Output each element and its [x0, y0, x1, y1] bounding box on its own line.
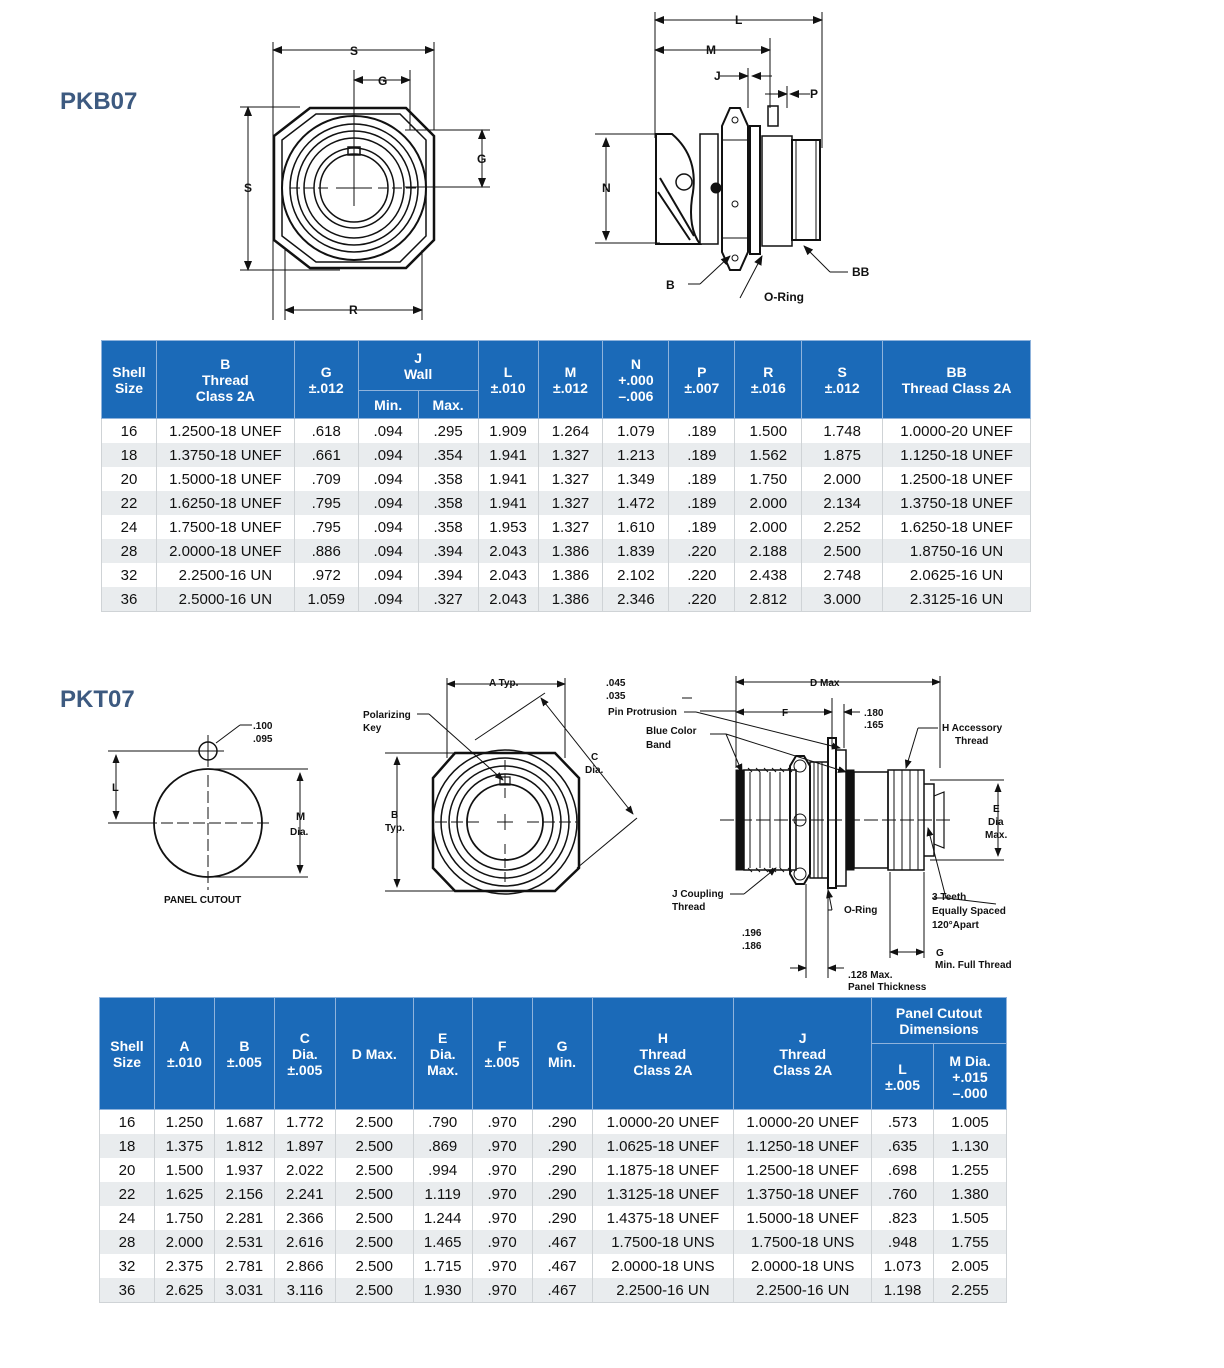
pkt07-label-c-dia: Dia. — [585, 765, 604, 776]
table-cell: 2.812 — [735, 587, 802, 612]
pkt07-header-panel-m: M Dia. +.015 –.000 — [934, 1044, 1007, 1110]
pkt07-label-120-apart: 120°Apart — [932, 920, 979, 931]
table-cell: 2.0000-18 UNS — [734, 1254, 872, 1278]
table-cell: 1.465 — [413, 1230, 472, 1254]
pkt07-label-e-max: Max. — [985, 830, 1008, 841]
table-cell: .094 — [358, 443, 418, 467]
table-cell: 2.500 — [335, 1134, 413, 1158]
pkb07-header-bb: BB Thread Class 2A — [883, 341, 1031, 419]
pkt07-label-g-min: Min. Full Thread — [935, 960, 1012, 971]
table-cell: .970 — [472, 1278, 532, 1303]
table-cell: .290 — [532, 1206, 592, 1230]
table-cell: 1.687 — [214, 1110, 274, 1135]
table-cell: .467 — [532, 1278, 592, 1303]
table-cell: .970 — [472, 1230, 532, 1254]
table-cell: 1.327 — [538, 443, 603, 467]
table-row — [100, 1110, 1007, 1135]
pkt07-label-polarizing: Polarizing — [363, 710, 411, 721]
pkt07-header-panel-cutout: Panel Cutout Dimensions — [872, 998, 1007, 1044]
table-cell: 2.438 — [735, 563, 802, 587]
table-cell: 1.875 — [802, 443, 883, 467]
pkb07-header-s: S ±.012 — [802, 341, 883, 419]
table-cell: .290 — [532, 1182, 592, 1206]
table-cell: 1.2500-18 UNEF — [156, 419, 294, 444]
table-cell: 2.156 — [214, 1182, 274, 1206]
table-cell: 2.043 — [478, 563, 538, 587]
table-row — [100, 1278, 1007, 1303]
table-cell: .823 — [872, 1206, 934, 1230]
pkt07-label-e: E — [993, 804, 1000, 815]
pkt07-label-h-thread: Thread — [955, 736, 989, 747]
table-cell: 1.380 — [934, 1182, 1007, 1206]
table-cell: 2.366 — [274, 1206, 335, 1230]
table-cell: 1.079 — [603, 419, 669, 444]
pkt07-header-h: H Thread Class 2A — [592, 998, 734, 1110]
pkt07-header-g: G Min. — [532, 998, 592, 1110]
table-cell: .094 — [358, 539, 418, 563]
pkb07-header-j-min: Min. — [358, 391, 418, 419]
pkt07-header-d: D Max. — [335, 998, 413, 1110]
table-cell: 2.866 — [274, 1254, 335, 1278]
pkt07-label-b: B — [391, 810, 399, 821]
table-cell: 2.500 — [802, 539, 883, 563]
pkt07-label-m-dia: Dia. — [290, 827, 309, 838]
table-cell: 1.3750-18 UNEF — [883, 491, 1031, 515]
pkt07-label-blue-band: Blue Color — [646, 726, 697, 737]
table-cell: 1.0000-20 UNEF — [592, 1110, 734, 1135]
pkt07-header-a: A ±.010 — [154, 998, 214, 1110]
table-row — [100, 1206, 1007, 1230]
table-cell: 2.241 — [274, 1182, 335, 1206]
table-cell: 1.941 — [478, 443, 538, 467]
table-cell: 1.937 — [214, 1158, 274, 1182]
pkt07-label-186: .186 — [742, 941, 762, 952]
table-cell: 1.6250-18 UNEF — [883, 515, 1031, 539]
table-cell: 18 — [102, 443, 157, 467]
table-cell: .189 — [669, 443, 735, 467]
table-row — [100, 1134, 1007, 1158]
table-cell: 2.346 — [603, 587, 669, 612]
table-cell: .948 — [872, 1230, 934, 1254]
table-cell: 2.134 — [802, 491, 883, 515]
table-cell: 2.022 — [274, 1158, 335, 1182]
table-cell: 1.715 — [413, 1254, 472, 1278]
table-cell: 1.6250-18 UNEF — [156, 491, 294, 515]
pkt07-label-band: Band — [646, 740, 671, 751]
pkt07-label-196: .196 — [742, 928, 762, 939]
pkt07-title: PKT07 — [60, 686, 135, 713]
table-cell: 1.748 — [802, 419, 883, 444]
pkt07-label-equally-spaced: Equally Spaced — [932, 906, 1006, 917]
table-cell: 1.005 — [934, 1110, 1007, 1135]
table-cell: .189 — [669, 467, 735, 491]
table-cell: 20 — [100, 1158, 155, 1182]
table-cell: 1.3750-18 UNEF — [734, 1182, 872, 1206]
table-cell: 1.0000-20 UNEF — [883, 419, 1031, 444]
pkb07-front-view-drawing — [230, 30, 500, 325]
table-cell: 2.748 — [802, 563, 883, 587]
table-cell: 28 — [100, 1230, 155, 1254]
table-cell: 28 — [102, 539, 157, 563]
table-cell: 1.1250-18 UNEF — [883, 443, 1031, 467]
table-cell: 1.327 — [538, 515, 603, 539]
pkt07-header-c: C Dia. ±.005 — [274, 998, 335, 1110]
pkt07-label-hole-100: .100 — [253, 721, 273, 732]
table-cell: 1.505 — [934, 1206, 1007, 1230]
table-cell: 18 — [100, 1134, 155, 1158]
table-cell: 2.252 — [802, 515, 883, 539]
table-cell: 3.031 — [214, 1278, 274, 1303]
pkb07-spec-table — [101, 340, 1031, 612]
table-cell: 2.5000-16 UN — [156, 587, 294, 612]
table-cell: .970 — [472, 1206, 532, 1230]
table-cell: 1.119 — [413, 1182, 472, 1206]
pkb07-header-j: J Wall — [358, 341, 478, 391]
table-cell: 1.562 — [735, 443, 802, 467]
table-cell: .290 — [532, 1110, 592, 1135]
table-cell: .970 — [472, 1110, 532, 1135]
table-cell: 1.500 — [154, 1158, 214, 1182]
table-cell: .189 — [669, 419, 735, 444]
table-cell: .094 — [358, 587, 418, 612]
table-row — [100, 1230, 1007, 1254]
table-cell: .970 — [472, 1182, 532, 1206]
table-cell: .760 — [872, 1182, 934, 1206]
table-cell: 1.250 — [154, 1110, 214, 1135]
table-cell: 1.349 — [603, 467, 669, 491]
table-row — [102, 539, 1031, 563]
table-cell: 2.0000-18 UNEF — [156, 539, 294, 563]
table-cell: 1.750 — [154, 1206, 214, 1230]
table-cell: .295 — [418, 419, 478, 444]
table-cell: 1.941 — [478, 467, 538, 491]
pkt07-label-j-coupling: J Coupling — [672, 889, 724, 900]
pkt07-label-h-accessory: H Accessory — [942, 723, 1003, 734]
table-cell: 36 — [100, 1278, 155, 1303]
table-cell: 2.500 — [335, 1110, 413, 1135]
table-cell: 2.000 — [735, 491, 802, 515]
table-cell: .467 — [532, 1254, 592, 1278]
table-cell: 1.255 — [934, 1158, 1007, 1182]
pkt07-label-m: M — [296, 811, 306, 823]
table-cell: 2.500 — [335, 1158, 413, 1182]
table-cell: 2.043 — [478, 587, 538, 612]
table-cell: 1.130 — [934, 1134, 1007, 1158]
pkt07-label-f: F — [782, 708, 789, 719]
table-cell: 3.000 — [802, 587, 883, 612]
table-cell: 1.198 — [872, 1278, 934, 1303]
table-cell: 1.7500-18 UNS — [734, 1230, 872, 1254]
pkt07-label-hole-095: .095 — [253, 734, 273, 745]
table-cell: .358 — [418, 515, 478, 539]
table-cell: 1.625 — [154, 1182, 214, 1206]
pkt07-label-c: C — [591, 752, 599, 763]
table-cell: 1.264 — [538, 419, 603, 444]
table-cell: .795 — [294, 491, 358, 515]
pkb07-label-n: N — [602, 181, 611, 195]
table-cell: 2.531 — [214, 1230, 274, 1254]
table-cell: 36 — [102, 587, 157, 612]
pkb07-header-r: R ±.016 — [735, 341, 802, 419]
table-cell: 1.327 — [538, 491, 603, 515]
table-cell: .970 — [472, 1254, 532, 1278]
table-cell: .094 — [358, 491, 418, 515]
pkt07-label-d-max: D Max — [810, 678, 840, 689]
pkt07-label-pin-protrusion: Pin Protrusion — [608, 707, 677, 718]
pkt07-header-e: E Dia. Max. — [413, 998, 472, 1110]
table-cell: 3.116 — [274, 1278, 335, 1303]
table-row — [102, 419, 1031, 444]
pkb07-header-g: G ±.012 — [294, 341, 358, 419]
table-cell: 2.000 — [154, 1230, 214, 1254]
pkb07-header-l: L ±.010 — [478, 341, 538, 419]
table-cell: 1.2500-18 UNEF — [883, 467, 1031, 491]
table-cell: 1.909 — [478, 419, 538, 444]
table-row — [102, 443, 1031, 467]
table-cell: .394 — [418, 563, 478, 587]
table-cell: 1.4375-18 UNEF — [592, 1206, 734, 1230]
table-cell: 2.500 — [335, 1182, 413, 1206]
table-row — [100, 1182, 1007, 1206]
table-cell: 2.2500-16 UN — [734, 1278, 872, 1303]
table-cell: .220 — [669, 587, 735, 612]
table-cell: 1.244 — [413, 1206, 472, 1230]
pkt07-label-teeth: 3 Teeth — [932, 892, 967, 903]
table-row — [102, 563, 1031, 587]
pkb07-label-r: R — [349, 303, 358, 317]
pkb07-label-s-top: S — [350, 44, 359, 58]
table-cell: .467 — [532, 1230, 592, 1254]
table-cell: .327 — [418, 587, 478, 612]
pkt07-label-165: .165 — [864, 720, 884, 731]
table-cell: 1.839 — [603, 539, 669, 563]
table-cell: .970 — [472, 1134, 532, 1158]
table-cell: 1.8750-16 UN — [883, 539, 1031, 563]
table-cell: 2.188 — [735, 539, 802, 563]
pkb07-header-shell-size: Shell Size — [102, 341, 157, 419]
table-cell: .886 — [294, 539, 358, 563]
table-cell: .709 — [294, 467, 358, 491]
table-cell: .220 — [669, 563, 735, 587]
table-cell: .290 — [532, 1134, 592, 1158]
table-cell: .661 — [294, 443, 358, 467]
table-cell: 1.930 — [413, 1278, 472, 1303]
pkb07-side-view-drawing — [590, 8, 890, 318]
table-cell: 1.7500-18 UNEF — [156, 515, 294, 539]
table-cell: .094 — [358, 419, 418, 444]
table-cell: .795 — [294, 515, 358, 539]
table-cell: .618 — [294, 419, 358, 444]
pkt07-label-g: G — [936, 948, 944, 959]
pkb07-label-s-side: S — [244, 181, 253, 195]
pkt07-label-e-dia: Dia — [988, 817, 1004, 828]
table-cell: 1.755 — [934, 1230, 1007, 1254]
table-row — [100, 1254, 1007, 1278]
table-cell: 2.2500-16 UN — [156, 563, 294, 587]
table-cell: 2.500 — [335, 1278, 413, 1303]
pkb07-header-b: B Thread Class 2A — [156, 341, 294, 419]
pkb07-label-b: B — [666, 278, 675, 292]
table-cell: 1.897 — [274, 1134, 335, 1158]
table-cell: 1.386 — [538, 563, 603, 587]
table-row — [102, 587, 1031, 612]
table-cell: 1.073 — [872, 1254, 934, 1278]
table-cell: .970 — [472, 1158, 532, 1182]
table-cell: 1.772 — [274, 1110, 335, 1135]
table-cell: .189 — [669, 515, 735, 539]
table-cell: 22 — [100, 1182, 155, 1206]
table-cell: .354 — [418, 443, 478, 467]
pkt07-label-key: Key — [363, 723, 382, 734]
table-cell: 2.0625-16 UN — [883, 563, 1031, 587]
table-cell: 2.2500-16 UN — [592, 1278, 734, 1303]
table-cell: 1.213 — [603, 443, 669, 467]
table-row — [102, 491, 1031, 515]
table-cell: 1.610 — [603, 515, 669, 539]
table-cell: 1.0000-20 UNEF — [734, 1110, 872, 1135]
table-cell: .189 — [669, 491, 735, 515]
table-cell: .790 — [413, 1110, 472, 1135]
table-cell: 1.812 — [214, 1134, 274, 1158]
pkt07-label-j-thread: Thread — [672, 902, 706, 913]
table-row — [100, 1158, 1007, 1182]
table-cell: 2.500 — [335, 1254, 413, 1278]
pkt07-side-view-drawing — [600, 668, 1030, 998]
table-cell: 1.5000-18 UNEF — [734, 1206, 872, 1230]
table-cell: 2.500 — [335, 1230, 413, 1254]
table-cell: 22 — [102, 491, 157, 515]
table-cell: 2.255 — [934, 1278, 1007, 1303]
pkt07-label-pin-045: .045 — [606, 678, 626, 689]
pkb07-header-m: M ±.012 — [538, 341, 603, 419]
table-cell: .635 — [872, 1134, 934, 1158]
pkt07-header-b: B ±.005 — [214, 998, 274, 1110]
table-cell: .573 — [872, 1110, 934, 1135]
table-cell: .358 — [418, 467, 478, 491]
table-cell: 2.625 — [154, 1278, 214, 1303]
table-cell: .094 — [358, 467, 418, 491]
table-cell: 1.386 — [538, 587, 603, 612]
pkb07-header-j-max: Max. — [418, 391, 478, 419]
table-cell: .869 — [413, 1134, 472, 1158]
table-cell: 1.3125-18 UNEF — [592, 1182, 734, 1206]
table-cell: 16 — [100, 1110, 155, 1135]
pkb07-label-j: J — [714, 69, 721, 83]
table-cell: 1.500 — [735, 419, 802, 444]
pkt07-label-b-typ: Typ. — [385, 823, 405, 834]
table-cell: 1.0625-18 UNEF — [592, 1134, 734, 1158]
table-cell: .698 — [872, 1158, 934, 1182]
table-cell: 2.616 — [274, 1230, 335, 1254]
table-cell: .220 — [669, 539, 735, 563]
pkt07-label-l: L — [112, 782, 119, 794]
pkt07-label-panel-thickness: Panel Thickness — [848, 982, 927, 993]
table-cell: 1.7500-18 UNS — [592, 1230, 734, 1254]
pkt07-label-128-max: .128 Max. — [848, 970, 893, 981]
table-cell: 2.000 — [802, 467, 883, 491]
pkb07-title: PKB07 — [60, 88, 138, 115]
pkb07-label-g-top: G — [378, 74, 388, 88]
pkb07-label-g-side: G — [477, 152, 487, 166]
pkt07-label-panel-cutout: PANEL CUTOUT — [164, 895, 242, 906]
table-cell: 2.781 — [214, 1254, 274, 1278]
table-cell: .358 — [418, 491, 478, 515]
table-cell: 1.386 — [538, 539, 603, 563]
pkt07-label-180: .180 — [864, 708, 884, 719]
table-cell: 1.059 — [294, 587, 358, 612]
table-cell: 24 — [100, 1206, 155, 1230]
table-cell: .394 — [418, 539, 478, 563]
pkb07-header-n: N +.000 –.006 — [603, 341, 669, 419]
pkb07-label-p: P — [810, 87, 819, 101]
table-cell: 2.281 — [214, 1206, 274, 1230]
table-cell: .972 — [294, 563, 358, 587]
table-cell: 1.472 — [603, 491, 669, 515]
table-cell: 2.102 — [603, 563, 669, 587]
table-cell: 2.0000-18 UNS — [592, 1254, 734, 1278]
table-cell: 1.750 — [735, 467, 802, 491]
table-cell: 1.1875-18 UNEF — [592, 1158, 734, 1182]
table-cell: 1.5000-18 UNEF — [156, 467, 294, 491]
pkt07-panel-cutout-drawing — [100, 715, 340, 910]
table-cell: 2.3125-16 UN — [883, 587, 1031, 612]
pkt07-header-j: J Thread Class 2A — [734, 998, 872, 1110]
table-cell: 2.005 — [934, 1254, 1007, 1278]
table-cell: 1.2500-18 UNEF — [734, 1158, 872, 1182]
table-cell: 32 — [102, 563, 157, 587]
table-cell: 2.375 — [154, 1254, 214, 1278]
table-cell: 16 — [102, 419, 157, 444]
pkt07-label-oring: O-Ring — [844, 905, 878, 916]
pkb07-label-oring: O-Ring — [764, 290, 804, 304]
table-cell: 20 — [102, 467, 157, 491]
table-cell: .094 — [358, 563, 418, 587]
table-cell: 1.3750-18 UNEF — [156, 443, 294, 467]
pkb07-header-p: P ±.007 — [669, 341, 735, 419]
table-cell: 24 — [102, 515, 157, 539]
pkt07-header-f: F ±.005 — [472, 998, 532, 1110]
pkt07-header-panel-l: L ±.005 — [872, 1044, 934, 1110]
table-cell: 1.953 — [478, 515, 538, 539]
pkb07-label-m: M — [706, 43, 716, 57]
pkb07-label-l: L — [735, 13, 743, 27]
pkt07-header-shell-size: Shell Size — [100, 998, 155, 1110]
pkt07-label-a-typ: A Typ. — [489, 678, 519, 689]
pkt07-label-pin-035: .035 — [606, 691, 626, 702]
table-cell: 1.1250-18 UNEF — [734, 1134, 872, 1158]
table-cell: .290 — [532, 1158, 592, 1182]
table-cell: .094 — [358, 515, 418, 539]
table-cell: 1.375 — [154, 1134, 214, 1158]
table-cell: 2.000 — [735, 515, 802, 539]
pkt07-spec-table — [99, 997, 1007, 1303]
table-cell: 2.500 — [335, 1206, 413, 1230]
pkb07-label-bb: BB — [852, 265, 870, 279]
table-row — [102, 467, 1031, 491]
table-cell: 2.043 — [478, 539, 538, 563]
table-row — [102, 515, 1031, 539]
table-cell: 1.327 — [538, 467, 603, 491]
table-cell: .994 — [413, 1158, 472, 1182]
table-cell: 32 — [100, 1254, 155, 1278]
table-cell: 1.941 — [478, 491, 538, 515]
